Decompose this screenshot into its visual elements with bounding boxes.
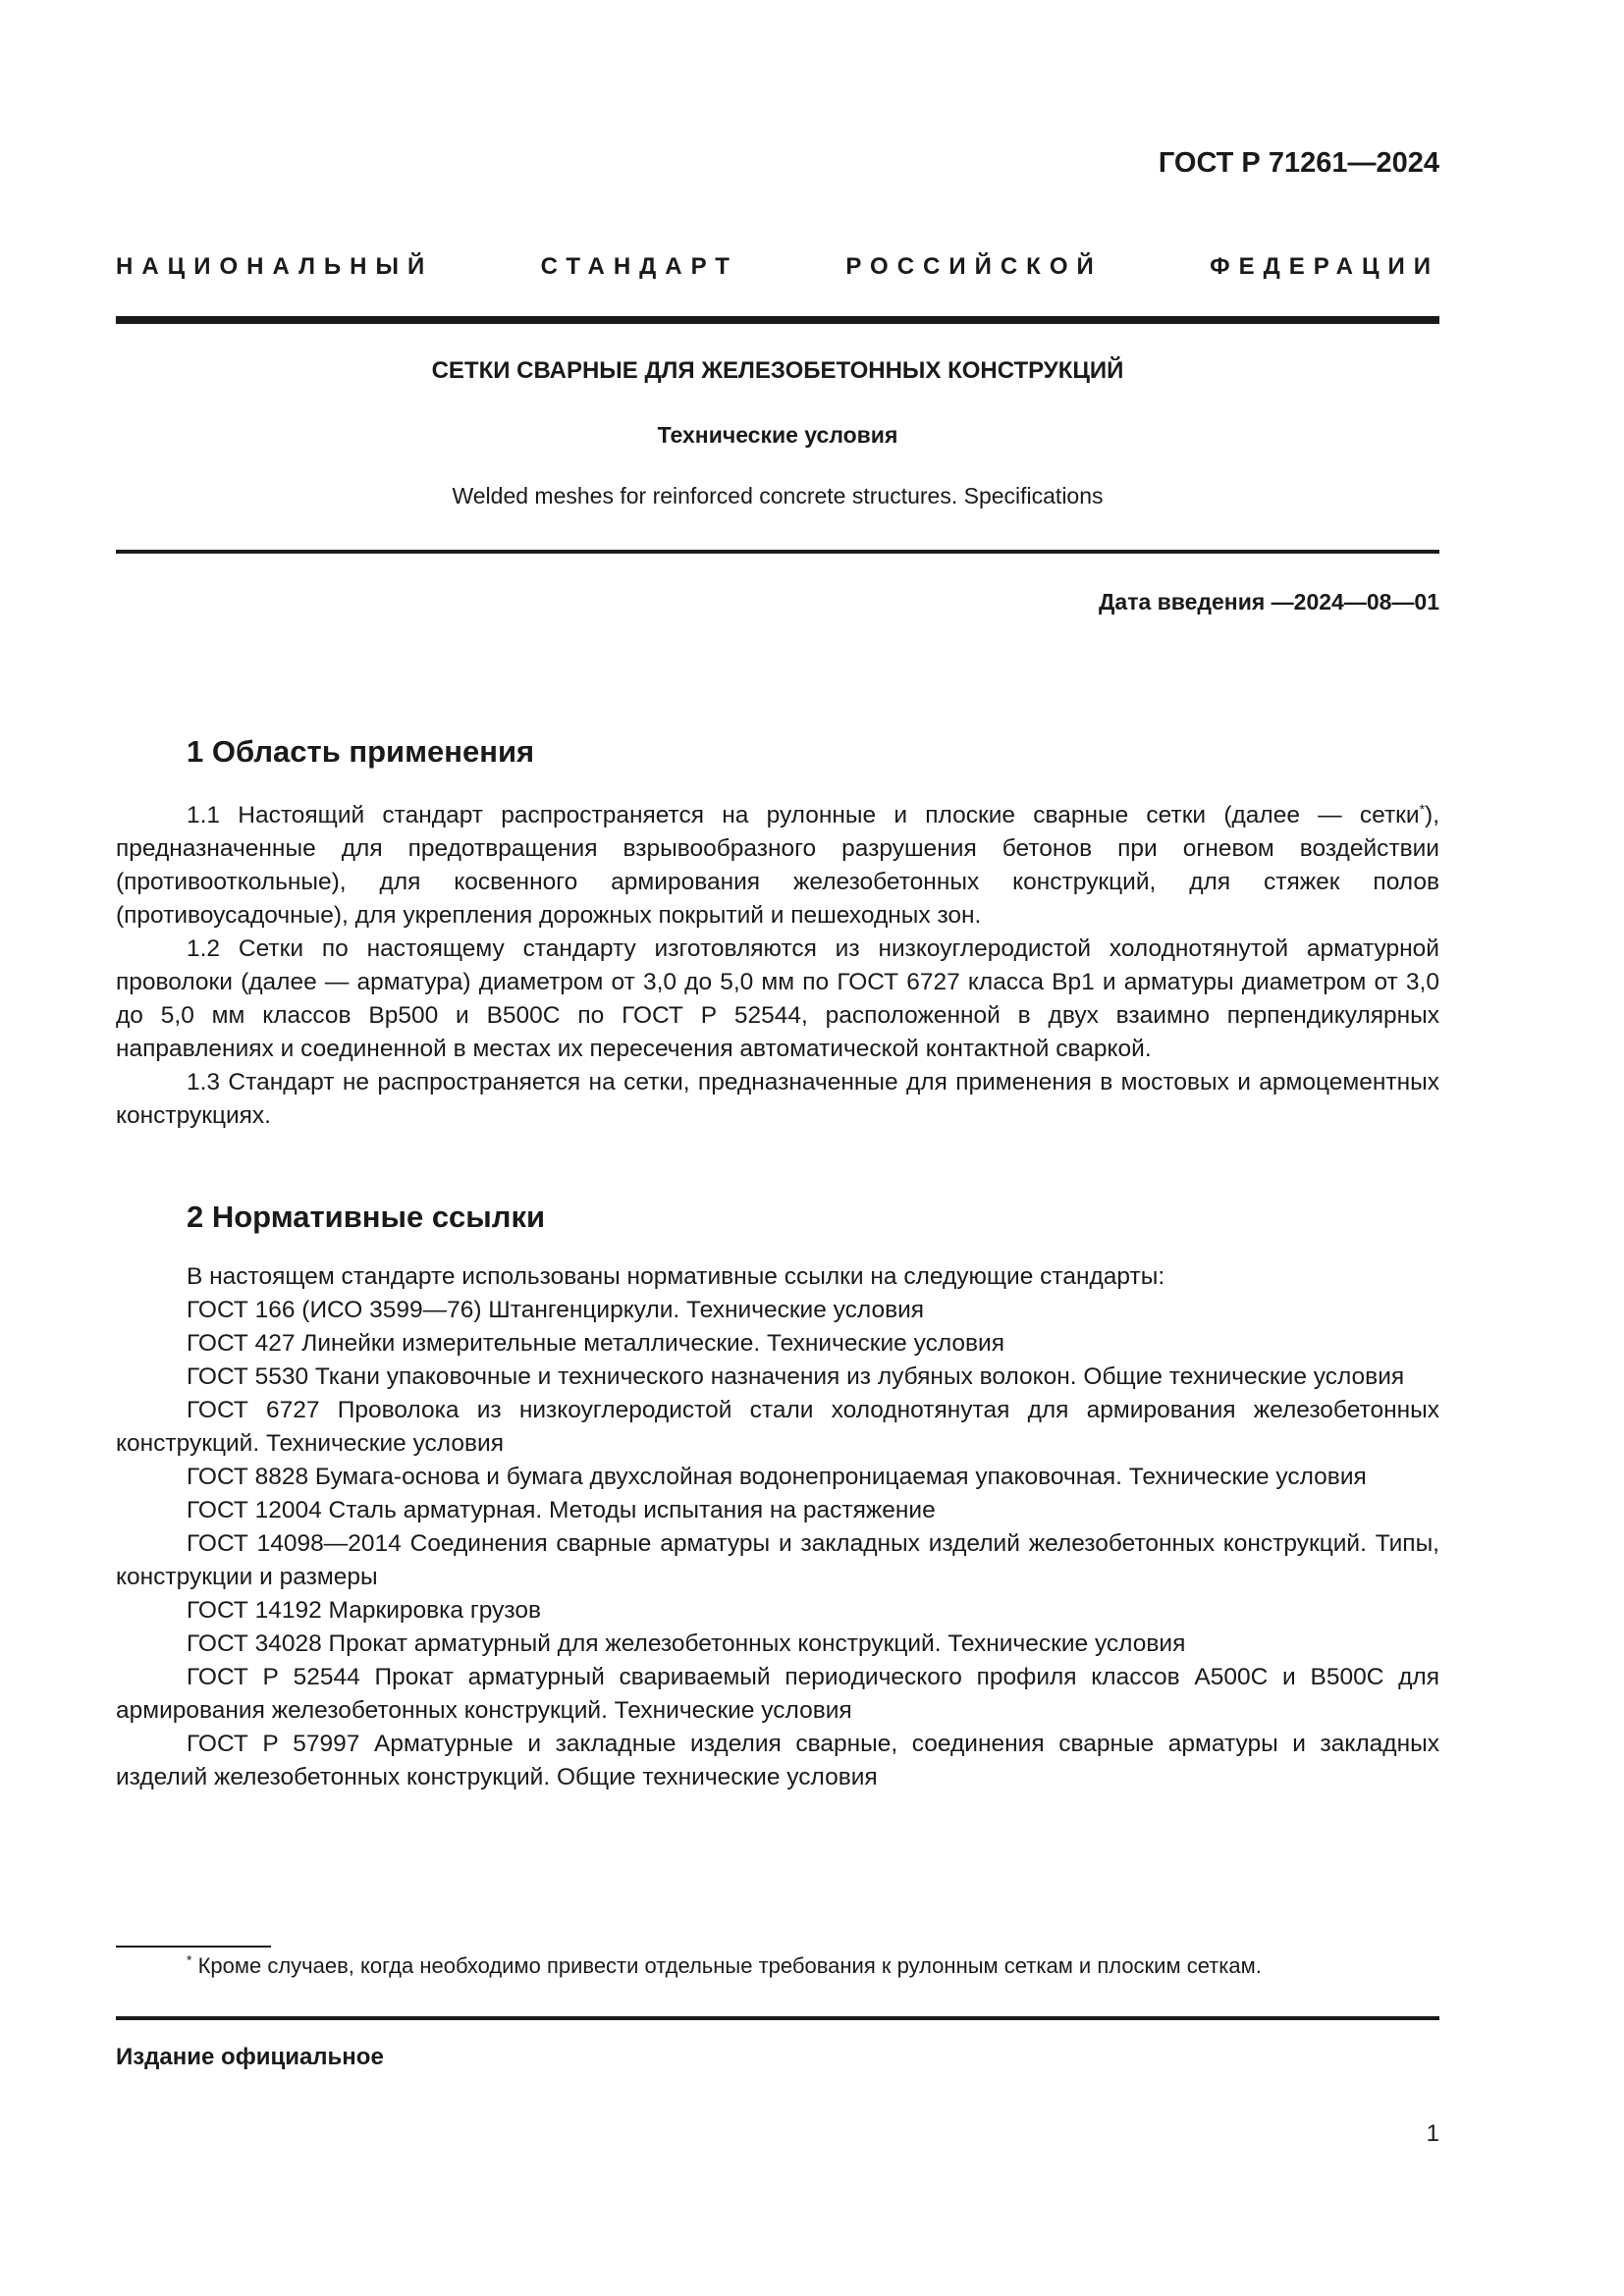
reference-item: ГОСТ 14098—2014 Соединения сварные арматуры и закладных изделий железобетонных конструкций. Типы, конструкции и размеры bbox=[116, 1530, 1439, 1590]
reference-item: ГОСТ 5530 Ткани упаковочные и технического назначения из лубяных волокон. Общие технические условия bbox=[187, 1363, 1405, 1390]
header-rule bbox=[116, 316, 1439, 324]
reference-item: ГОСТ 166 (ИСО 3599—76) Штангенциркули. Технические условия bbox=[187, 1297, 925, 1323]
document-page bbox=[116, 0, 1439, 2296]
footnote-mark: * bbox=[187, 1951, 192, 1968]
paragraph-1-1 bbox=[116, 799, 1439, 933]
national-standard-banner: НАЦИОНАЛЬНЫЙ СТАНДАРТ РОССИЙСКОЙ ФЕДЕРАЦИИ bbox=[116, 253, 1439, 280]
reference-item: ГОСТ 12004 Сталь арматурная. Методы испытания на растяжение bbox=[187, 1497, 936, 1523]
page-number: 1 bbox=[1426, 2120, 1439, 2147]
official-edition-label: Издание официальное bbox=[116, 2044, 384, 2070]
document-title: СЕТКИ СВАРНЫЕ ДЛЯ ЖЕЛЕЗОБЕТОННЫХ КОНСТРУКЦИЙ bbox=[431, 357, 1124, 384]
section-2-heading: 2 Нормативные ссылки bbox=[187, 1200, 546, 1234]
references-intro: В настоящем стандарте использованы нормативные ссылки на следующие стандарты: bbox=[187, 1263, 1165, 1290]
paragraph-1-1-text-a: 1.1 Настоящий стандарт распространяется на рулонные и плоские сварные сетки (далее — сетки bbox=[187, 802, 1420, 828]
reference-item: ГОСТ 427 Линейки измерительные металлические. Технические условия bbox=[187, 1330, 1004, 1357]
english-title: Welded meshes for reinforced concrete structures. Specifications bbox=[452, 483, 1104, 508]
reference-item: ГОСТ 14192 Маркировка грузов bbox=[187, 1597, 541, 1624]
footnote-text: Кроме случаев, когда необходимо привести отдельные требования к рулонным сеткам и плоским сеткам. bbox=[197, 1953, 1262, 1978]
reference-item: ГОСТ Р 57997 Арматурные и закладные изделия сварные, соединения сварные арматуры и закладных изделий железобетонных конструкций. Общие технические условия bbox=[116, 1731, 1439, 1790]
document-subtitle: Технические условия bbox=[657, 422, 898, 448]
paragraph-1-3: 1.3 Стандарт не распространяется на сетки, предназначенные для применения в мостовых и армоцементных конструкциях. bbox=[116, 1069, 1439, 1129]
reference-item: ГОСТ 8828 Бумага-основа и бумага двухслойная водонепроницаемая упаковочная. Технические условия bbox=[187, 1464, 1367, 1490]
reference-item: ГОСТ Р 52544 Прокат арматурный свариваемый периодического профиля классов А500С и В500С для армирования железобетонных конструкций. Технические условия bbox=[116, 1664, 1439, 1724]
introduction-date: Дата введения —2024—08—01 bbox=[1099, 589, 1439, 614]
footnote-rule bbox=[116, 1946, 271, 1948]
footnote-mark: * bbox=[1419, 800, 1426, 817]
standard-code: ГОСТ Р 71261—2024 bbox=[1158, 147, 1439, 179]
reference-item: ГОСТ 34028 Прокат арматурный для железобетонных конструкций. Технические условия bbox=[187, 1630, 1186, 1657]
reference-item: ГОСТ 6727 Проволока из низкоуглеродистой стали холоднотянутая для армирования железобетонных конструкций. Технические условия bbox=[116, 1397, 1439, 1457]
paragraph-1-1-text-b: ), предназначенные для предотвращения взрывообразного разрушения бетонов при огневом воздействии (противооткольные), для косвенного армирования железобетонных конструкций, для стяжек полов (противоусадочные), для укрепления дорожных покрытий и пешеходных зон. bbox=[116, 802, 1439, 929]
section-1-heading: 1 Область применения bbox=[187, 734, 535, 769]
footer-rule bbox=[116, 2016, 1439, 2020]
section-1-body bbox=[116, 799, 1439, 1133]
section-2-body bbox=[116, 1260, 1439, 1794]
paragraph-1-2: 1.2 Сетки по настоящему стандарту изготовляются из низкоуглеродистой холоднотянутой арматурной проволоки (далее — арматура) диаметром от 3,0 до 5,0 мм по ГОСТ 6727 класса Вр1 и арматуры диаметром от 3,0 до 5,0 мм классов Вр500 и В500С по ГОСТ Р 52544, расположенной в двух взаимно перпендикулярных направлениях и соединенной в местах их пересечения автоматической контактной сваркой. bbox=[116, 935, 1439, 1062]
title-rule bbox=[116, 550, 1439, 554]
footnote bbox=[187, 1953, 1439, 1979]
